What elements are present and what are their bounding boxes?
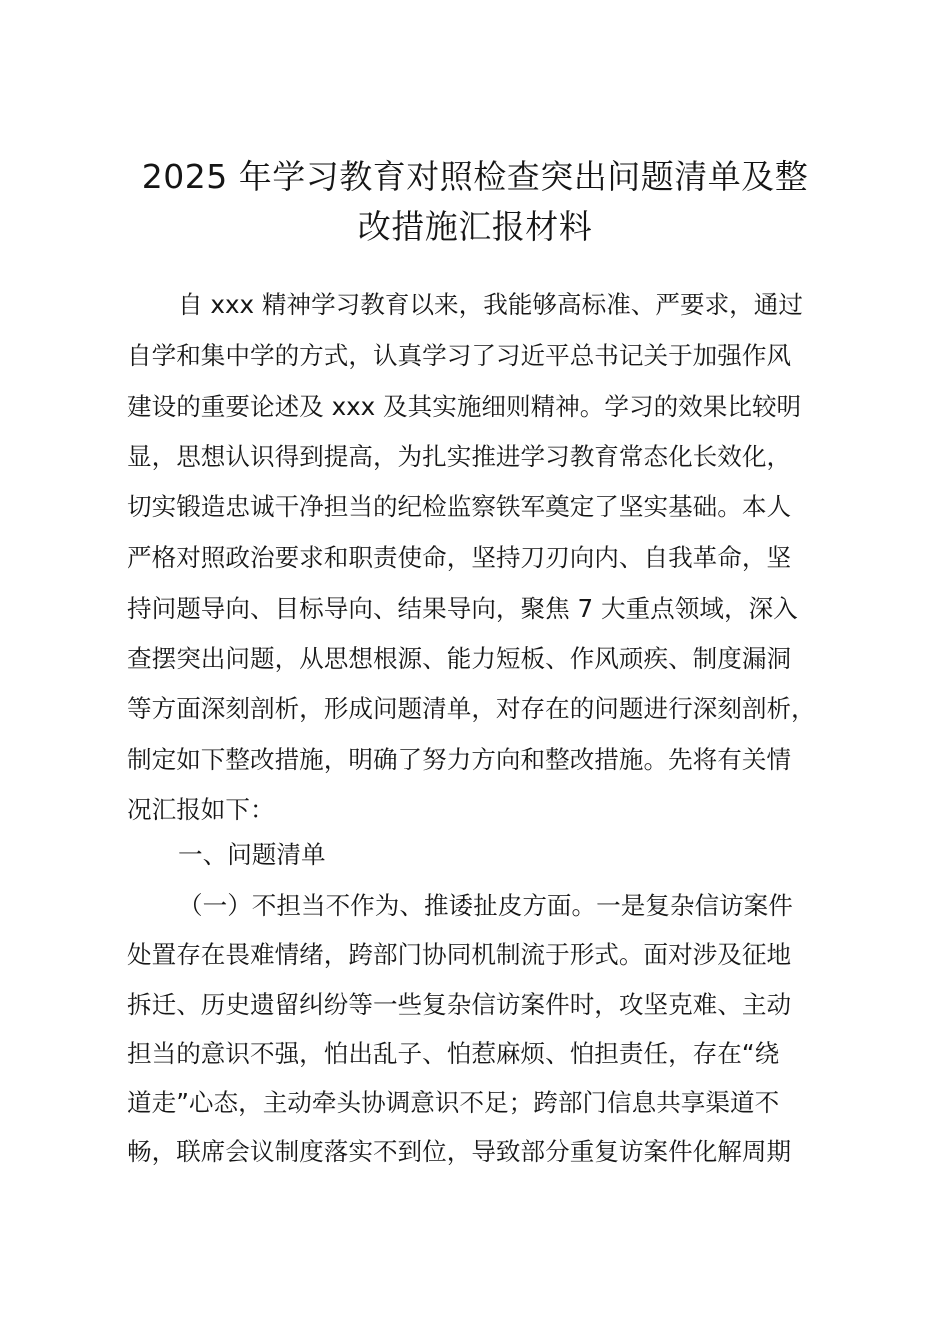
section-heading: 一、问题清单 — [178, 840, 326, 869]
paragraph-line: 切实锻造忠诚干净担当的纪检监察铁军奠定了坚实基础。本人 — [127, 492, 792, 521]
paragraph-line: 建设的重要论述及 xxx 及其实施细则精神。学习的效果比较明 — [127, 392, 802, 421]
title-line-2: 改措施汇报材料 — [357, 207, 593, 246]
paragraph-line: 持问题导向、目标导向、结果导向，聚焦 7 大重点领域，深入 — [127, 594, 798, 623]
paragraph-line: 显，思想认识得到提高，为扎实推进学习教育常态化长效化， — [127, 442, 792, 471]
paragraph-line: 严格对照政治要求和职责使命，坚持刀刃向内、自我革命，坚 — [127, 543, 792, 572]
title-line-1: 2025 年学习教育对照检查突出问题清单及整 — [141, 157, 809, 196]
paragraph-line: 自 xxx 精神学习教育以来，我能够高标准、严要求，通过 — [178, 290, 803, 319]
paragraph-line: 况汇报如下： — [127, 795, 275, 824]
paragraph-line: 查摆突出问题，从思想根源、能力短板、作风顽疾、制度漏洞 — [127, 644, 792, 673]
document-title — [115, 152, 835, 252]
paragraph-line: 担当的意识不强，怕出乱子、怕惹麻烦、怕担责任，存在“绕 — [127, 1039, 780, 1068]
paragraph-line: 道走”心态，主动牵头协调意识不足；跨部门信息共享渠道不 — [127, 1088, 780, 1117]
paragraph-line: 制定如下整改措施，明确了努力方向和整改措施。先将有关情 — [127, 745, 792, 774]
paragraph-line: 自学和集中学的方式，认真学习了习近平总书记关于加强作风 — [127, 341, 792, 370]
paragraph-line: 畅，联席会议制度落实不到位，导致部分重复访案件化解周期 — [127, 1137, 792, 1166]
paragraph-line: 拆迁、历史遗留纠纷等一些复杂信访案件时，攻坚克难、主动 — [127, 990, 792, 1019]
paragraph-line: （一）不担当不作为、推诿扯皮方面。一是复杂信访案件 — [178, 891, 793, 920]
paragraph-line: 处置存在畏难情绪，跨部门协同机制流于形式。面对涉及征地 — [127, 940, 792, 969]
paragraph-line: 等方面深刻剖析，形成问题清单，对存在的问题进行深刻剖析， — [127, 694, 816, 723]
